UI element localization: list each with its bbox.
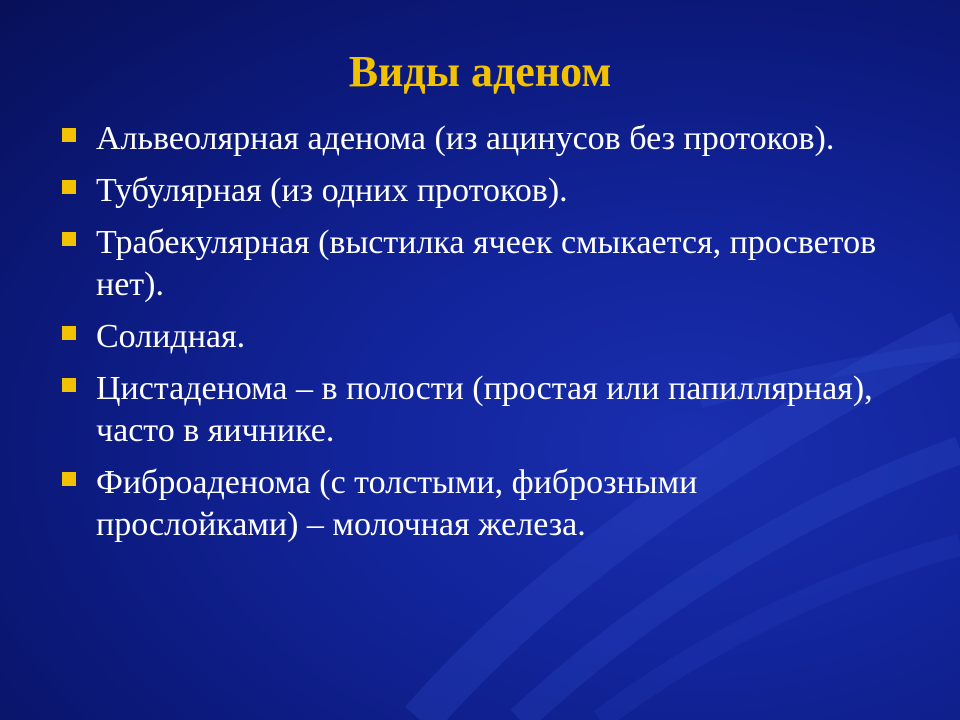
bullet-item <box>62 118 882 160</box>
slide-title: Виды аденом <box>348 47 612 96</box>
bullet-item <box>62 170 882 212</box>
bullet-item <box>62 316 882 358</box>
bullet-item <box>62 222 882 306</box>
bullet-text: Тубулярная (из одних протоков). <box>96 172 568 209</box>
bullet-list <box>62 118 882 556</box>
square-bullet-icon <box>62 128 76 142</box>
bullet-item <box>62 462 882 546</box>
square-bullet-icon <box>62 326 76 340</box>
square-bullet-icon <box>62 232 76 246</box>
bullet-item <box>62 368 882 452</box>
bullet-text: Цистаденома – в полости (простая или папиллярная), часто в яичнике. <box>96 370 873 449</box>
bullet-text: Трабекулярная (выстилка ячеек смыкается, просветов нет). <box>96 224 877 303</box>
bullet-text: Солидная. <box>96 318 246 355</box>
square-bullet-icon <box>62 378 76 392</box>
bullet-text: Альвеолярная аденома (из ацинусов без протоков). <box>96 120 835 157</box>
square-bullet-icon <box>62 472 76 486</box>
bullet-text: Фиброаденома (с толстыми, фиброзными прослойками) – молочная железа. <box>96 464 698 543</box>
square-bullet-icon <box>62 180 76 194</box>
